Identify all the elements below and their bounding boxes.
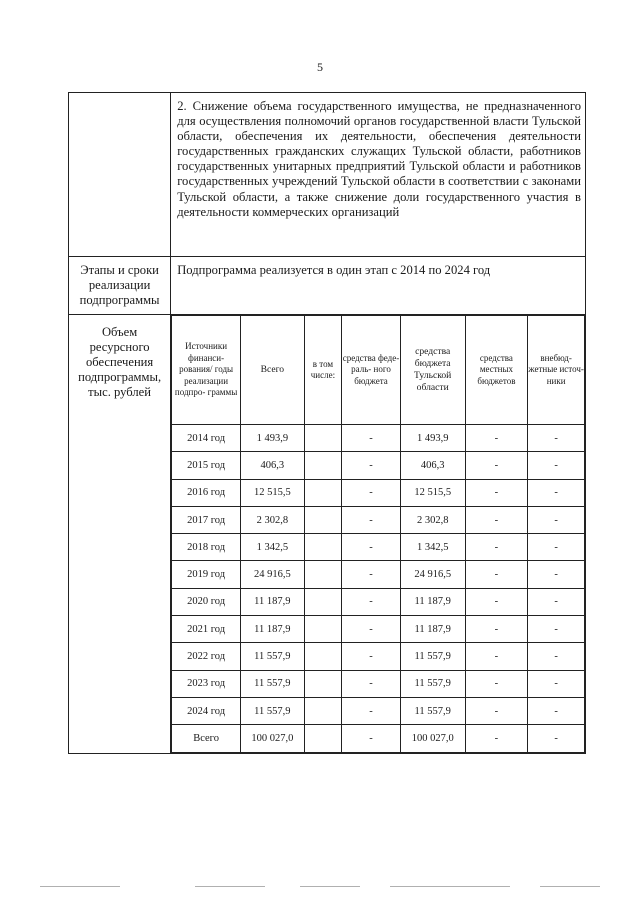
extra-cell: - — [528, 670, 585, 697]
funding-row — [172, 452, 585, 479]
extra-cell: - — [528, 506, 585, 533]
including-cell — [304, 479, 341, 506]
regional-cell: 100 027,0 — [400, 725, 465, 752]
total-cell: 2 302,8 — [240, 506, 304, 533]
federal-cell: - — [342, 425, 401, 452]
regional-cell: 11 557,9 — [400, 670, 465, 697]
federal-cell: - — [342, 588, 401, 615]
local-cell: - — [465, 479, 528, 506]
local-cell: - — [465, 725, 528, 752]
funding-row — [172, 643, 585, 670]
funding-row — [172, 561, 585, 588]
extra-cell: - — [528, 616, 585, 643]
year-cell: 2020 год — [172, 588, 241, 615]
year-cell: 2021 год — [172, 616, 241, 643]
stages-value: Подпрограмма реализуется в один этап с 2014 по 2024 год — [171, 257, 586, 315]
funding-row — [172, 588, 585, 615]
local-cell: - — [465, 643, 528, 670]
local-cell: - — [465, 561, 528, 588]
local-cell: - — [465, 670, 528, 697]
regional-cell: 11 187,9 — [400, 588, 465, 615]
total-cell: 11 557,9 — [240, 643, 304, 670]
local-cell: - — [465, 425, 528, 452]
including-cell — [304, 725, 341, 752]
scan-artifact — [195, 886, 265, 887]
extra-cell: - — [528, 425, 585, 452]
regional-cell: 24 916,5 — [400, 561, 465, 588]
total-cell: 1 342,5 — [240, 534, 304, 561]
regional-cell: 11 557,9 — [400, 643, 465, 670]
total-cell: 11 187,9 — [240, 588, 304, 615]
regional-cell: 1 342,5 — [400, 534, 465, 561]
resources-cell — [171, 315, 586, 754]
federal-cell: - — [342, 561, 401, 588]
goal-row — [69, 93, 586, 257]
year-cell: 2014 год — [172, 425, 241, 452]
including-cell — [304, 616, 341, 643]
federal-cell: - — [342, 452, 401, 479]
federal-cell: - — [342, 616, 401, 643]
scan-artifact — [390, 886, 510, 887]
year-cell: 2017 год — [172, 506, 241, 533]
regional-cell: 406,3 — [400, 452, 465, 479]
including-cell — [304, 670, 341, 697]
header-including: в том числе: — [304, 316, 341, 425]
extra-cell: - — [528, 534, 585, 561]
federal-cell: - — [342, 725, 401, 752]
funding-row — [172, 506, 585, 533]
extra-cell: - — [528, 697, 585, 724]
including-cell — [304, 452, 341, 479]
funding-row — [172, 670, 585, 697]
federal-cell: - — [342, 534, 401, 561]
total-cell: 1 493,9 — [240, 425, 304, 452]
stages-row — [69, 257, 586, 315]
total-cell: 11 557,9 — [240, 697, 304, 724]
total-cell: 100 027,0 — [240, 725, 304, 752]
goal-cell — [171, 93, 586, 257]
total-cell: 11 557,9 — [240, 670, 304, 697]
federal-cell: - — [342, 643, 401, 670]
federal-cell: - — [342, 479, 401, 506]
federal-cell: - — [342, 670, 401, 697]
stages-label: Этапы и сроки реализации подпрограммы — [69, 257, 171, 315]
funding-header-row — [172, 316, 585, 425]
including-cell — [304, 697, 341, 724]
including-cell — [304, 534, 341, 561]
year-cell: 2024 год — [172, 697, 241, 724]
year-cell: 2015 год — [172, 452, 241, 479]
scan-artifact — [300, 886, 360, 887]
funding-row — [172, 616, 585, 643]
regional-cell: 11 187,9 — [400, 616, 465, 643]
extra-cell: - — [528, 479, 585, 506]
extra-cell: - — [528, 643, 585, 670]
page-number: 5 — [317, 60, 323, 74]
funding-row — [172, 725, 585, 752]
passport-table — [68, 92, 586, 754]
including-cell — [304, 425, 341, 452]
goal-left-cell — [69, 93, 171, 257]
federal-cell: - — [342, 697, 401, 724]
goal-text: 2. Снижение объема государственного имущества, не предназначенного для осуществления полномочий органов государственной власти Тульской области, обеспечения их деятельности, обеспечения деятельности государственных гражданских служащих Тульской области, работников государственных унитарных предприятий Тульской области и работников государственных учреждений Тульской области в соответствии с законами Тульской области, а также снижение доли государственного участия в деятельности коммерческих организаций — [177, 99, 581, 219]
total-cell: 11 187,9 — [240, 616, 304, 643]
funding-row — [172, 697, 585, 724]
year-cell: 2019 год — [172, 561, 241, 588]
extra-cell: - — [528, 725, 585, 752]
total-cell: 406,3 — [240, 452, 304, 479]
year-cell: 2023 год — [172, 670, 241, 697]
federal-cell: - — [342, 506, 401, 533]
regional-cell: 12 515,5 — [400, 479, 465, 506]
extra-cell: - — [528, 452, 585, 479]
funding-row — [172, 425, 585, 452]
regional-cell: 11 557,9 — [400, 697, 465, 724]
local-cell: - — [465, 452, 528, 479]
total-cell: 24 916,5 — [240, 561, 304, 588]
including-cell — [304, 506, 341, 533]
extra-cell: - — [528, 588, 585, 615]
regional-cell: 1 493,9 — [400, 425, 465, 452]
local-cell: - — [465, 588, 528, 615]
local-cell: - — [465, 534, 528, 561]
header-sources: Источники финанси- рования/ годы реализации подпро- граммы — [172, 316, 241, 425]
including-cell — [304, 588, 341, 615]
local-cell: - — [465, 506, 528, 533]
year-cell: 2016 год — [172, 479, 241, 506]
year-cell: Всего — [172, 725, 241, 752]
header-total: Всего — [240, 316, 304, 425]
resources-row — [69, 315, 586, 754]
funding-table — [171, 315, 585, 753]
total-cell: 12 515,5 — [240, 479, 304, 506]
including-cell — [304, 643, 341, 670]
funding-row — [172, 534, 585, 561]
header-regional: средства бюджета Тульской области — [400, 316, 465, 425]
extra-cell: - — [528, 561, 585, 588]
local-cell: - — [465, 697, 528, 724]
scan-artifact — [540, 886, 600, 887]
regional-cell: 2 302,8 — [400, 506, 465, 533]
funding-row — [172, 479, 585, 506]
local-cell: - — [465, 616, 528, 643]
resources-label: Объем ресурсного обеспечения подпрограммы, тыс. рублей — [69, 315, 171, 754]
including-cell — [304, 561, 341, 588]
year-cell: 2022 год — [172, 643, 241, 670]
scan-artifact — [40, 886, 120, 887]
header-extra: внебюд- жетные источ- ники — [528, 316, 585, 425]
header-federal: средства феде- раль- ного бюджета — [342, 316, 401, 425]
year-cell: 2018 год — [172, 534, 241, 561]
header-local: средства местных бюджетов — [465, 316, 528, 425]
